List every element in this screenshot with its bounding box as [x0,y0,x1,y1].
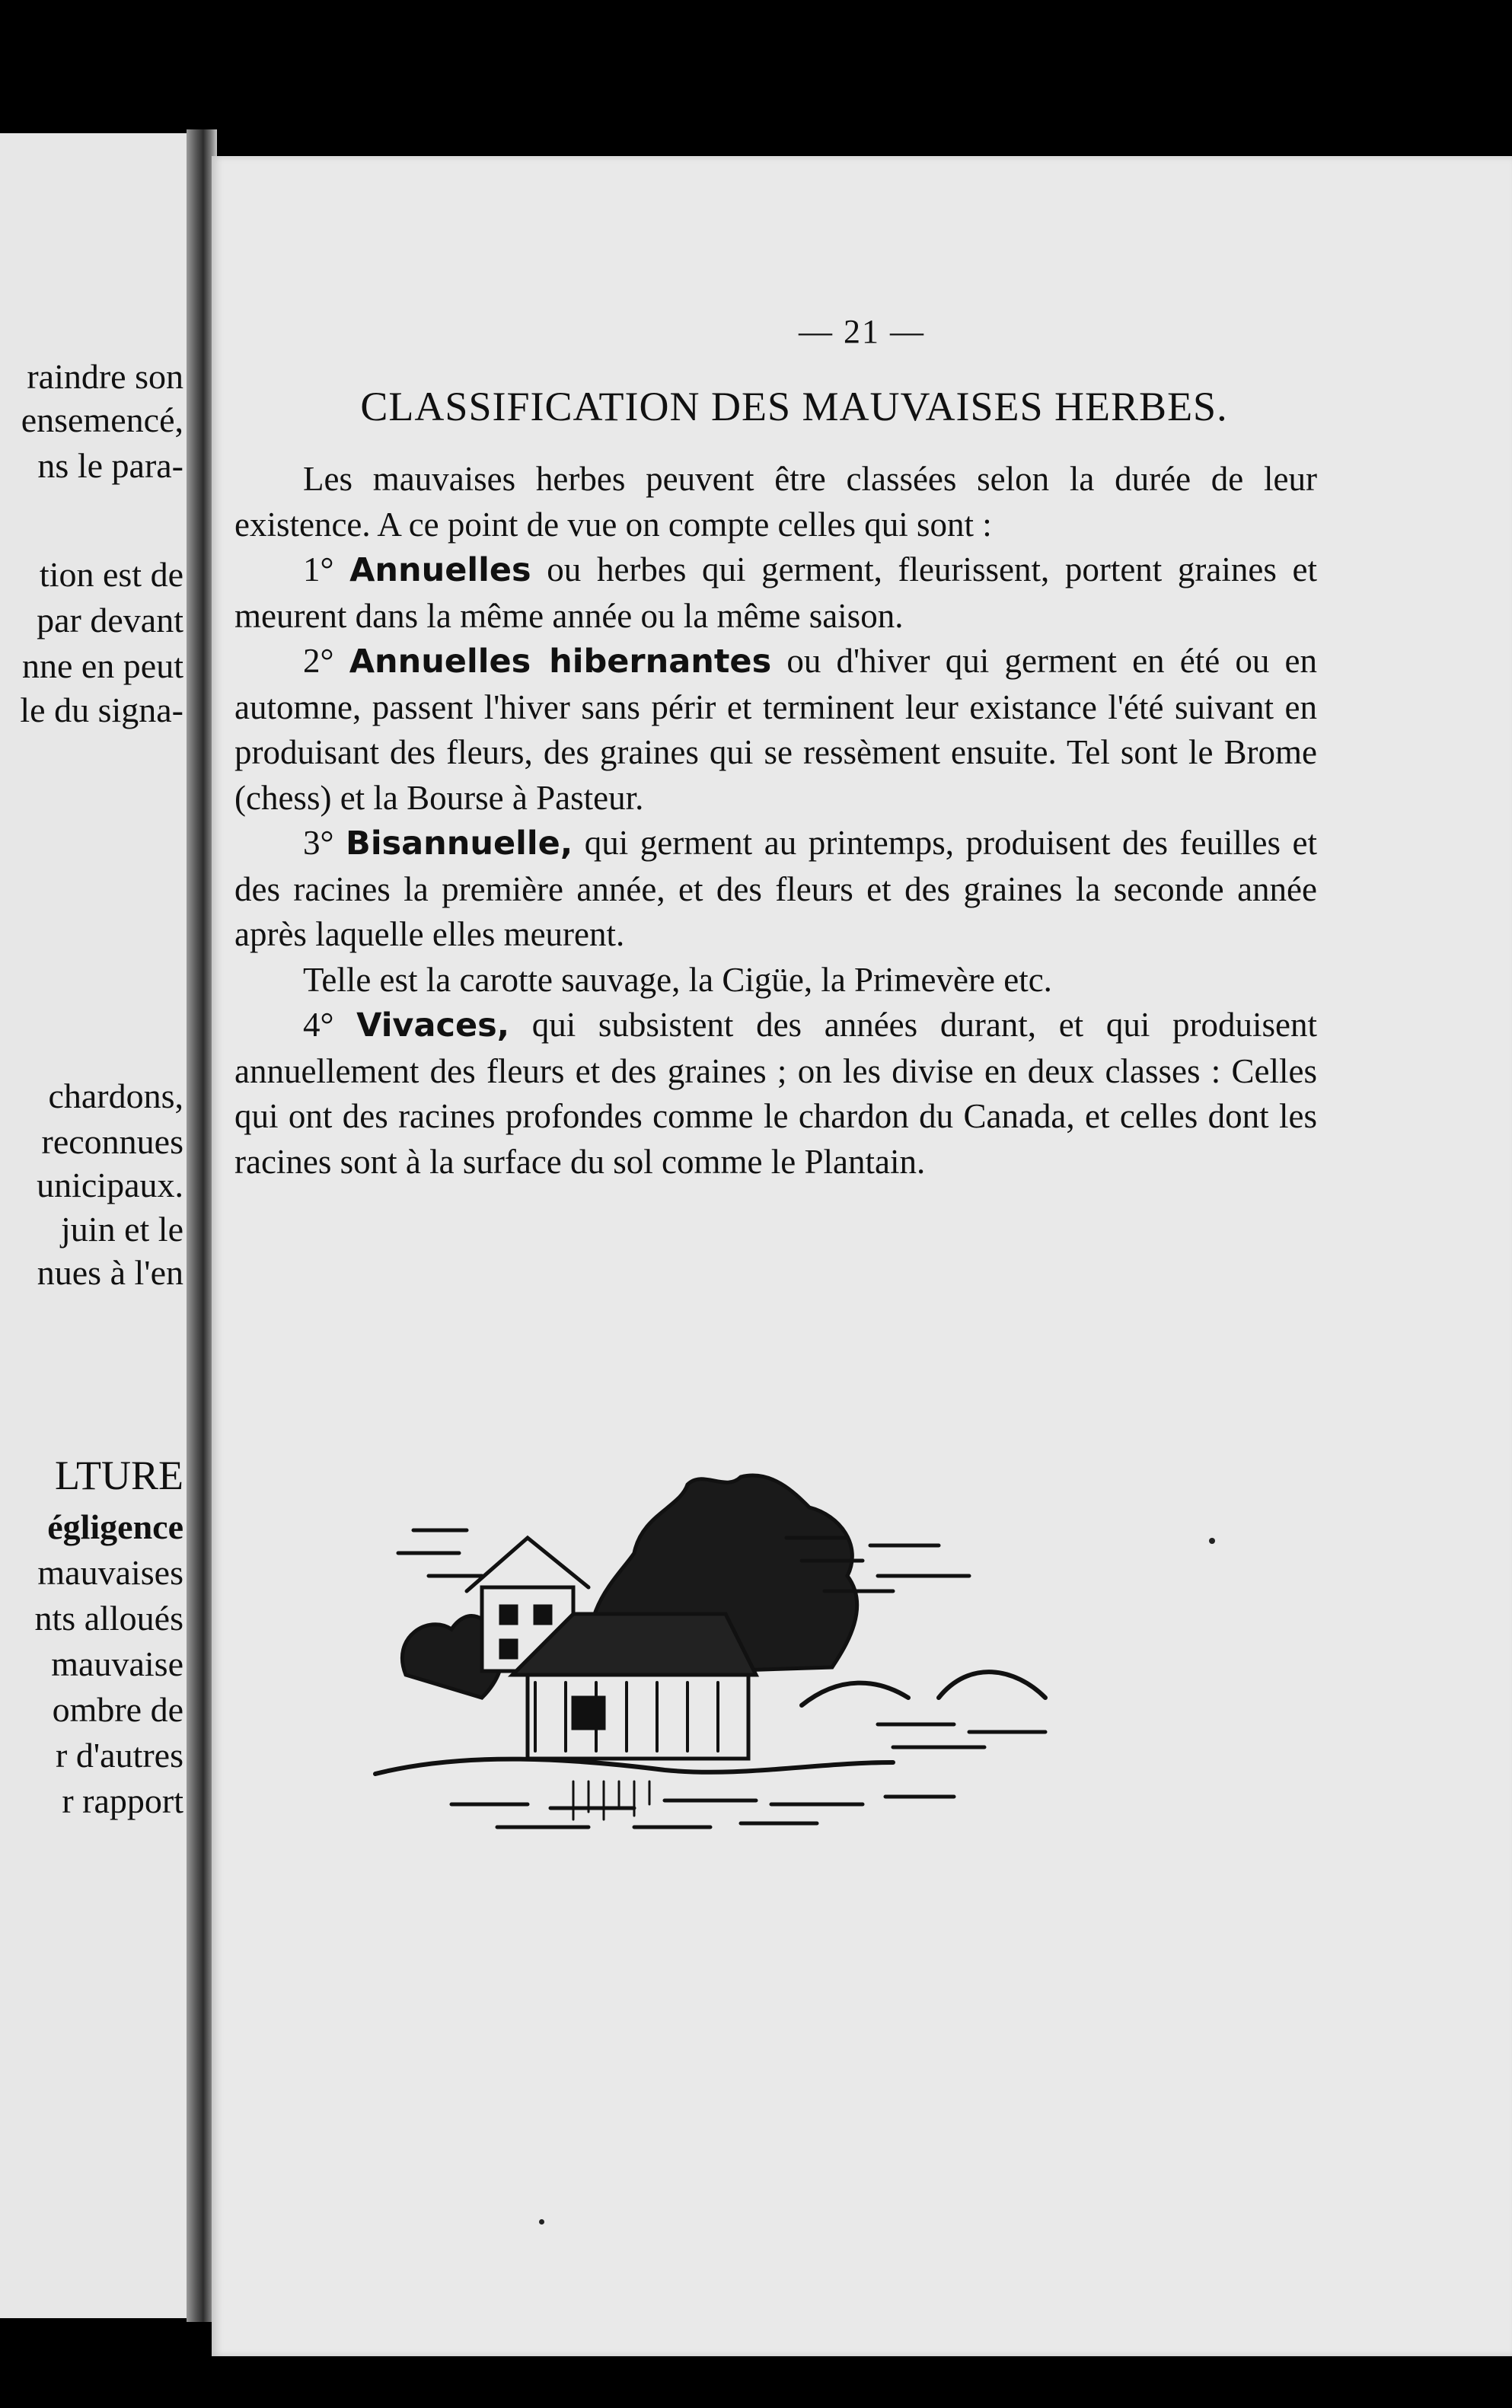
paragraph-vivaces [234,1003,1317,1185]
left-page-line: tion est de [39,555,183,594]
left-page-line: raindre son [27,357,183,396]
left-page-line: LTURE [54,1453,183,1498]
left-facing-page [0,133,194,2318]
left-page-line: nne en peut [21,646,183,685]
cottage-lake-vignette-icon [345,1424,1152,1850]
paragraph-example: Telle est la carotte sauvage, la Cigüe, la Primevère etc. [303,960,1052,999]
item-number: 1° [303,550,334,588]
left-page-line: nts alloués [34,1599,183,1638]
left-page-line: nues à l'en [37,1253,183,1292]
paragraph-text: qui subsistent des années durant, et qui produisent annuellement des fleurs et des graines ; on les divise en deux classes : Celles qui ont des racines profondes comme le chardon du Canada, et celles dont les racines sont à la surface du sol comme le Plantain. [234,1006,1317,1181]
paragraph-bisannuelle [234,821,1317,958]
item-number: 3° [303,824,334,862]
term-vivaces: Vivaces, [356,1006,510,1045]
left-page-line: ombre de [52,1690,183,1729]
paragraph-text: ou d'hiver qui germent en été ou en automne, passent l'hiver sans périr et terminent leur existance l'été suivant en produisant des fleurs, des graines qui se ressèment ensuite. Tel sont le Brome (chess) et la Bourse à Pasteur. [234,642,1318,817]
body-text [234,457,1317,1185]
intro-paragraph: Les mauvaises herbes peuvent être classées selon la durée de leur existence. A ce point de vue on compte celles qui sont : [234,460,1317,544]
term-annuelles: Annuelles [349,551,531,589]
left-page-line: juin et le [61,1210,183,1249]
speck [1209,1538,1215,1544]
left-page-line: égligence [47,1507,183,1546]
left-page-line: ns le para- [37,446,183,485]
left-page-line: r rapport [62,1781,183,1820]
left-page-line: chardons, [48,1076,183,1115]
item-number: 2° [303,642,334,680]
left-page-line: le du signa- [20,691,183,729]
term-bisannuelle: Bisannuelle, [346,824,573,863]
left-page-line: unicipaux. [37,1166,183,1204]
paragraph-annuelles-hibernantes [234,639,1317,821]
paragraph-text: qui germent au printemps, produisent des feuilles et des racines la première année, et des fleurs et des graines la seconde année après laquelle elles meurent. [234,824,1318,953]
page-number: — 21 — [799,313,925,350]
left-page-line: par devant [37,601,183,639]
right-page [212,156,1512,2356]
left-page-line: mauvaise [51,1644,183,1683]
term-annuelles-hibernantes: Annuelles hibernantes [349,643,772,681]
item-number: 4° [303,1006,334,1044]
left-page-line: reconnues [41,1122,183,1161]
section-heading: CLASSIFICATION DES MAUVAISES HERBES. [360,384,1228,429]
left-page-line: ensemencé, [21,400,183,439]
paragraph-text: ou herbes qui germent, fleurissent, portent graines et meurent dans la même année ou la même saison. [234,550,1317,635]
paragraph-annuelles [234,547,1317,639]
speck [539,2219,544,2225]
left-page-line: r d'autres [56,1736,183,1775]
left-page-line: mauvaises [37,1553,183,1592]
